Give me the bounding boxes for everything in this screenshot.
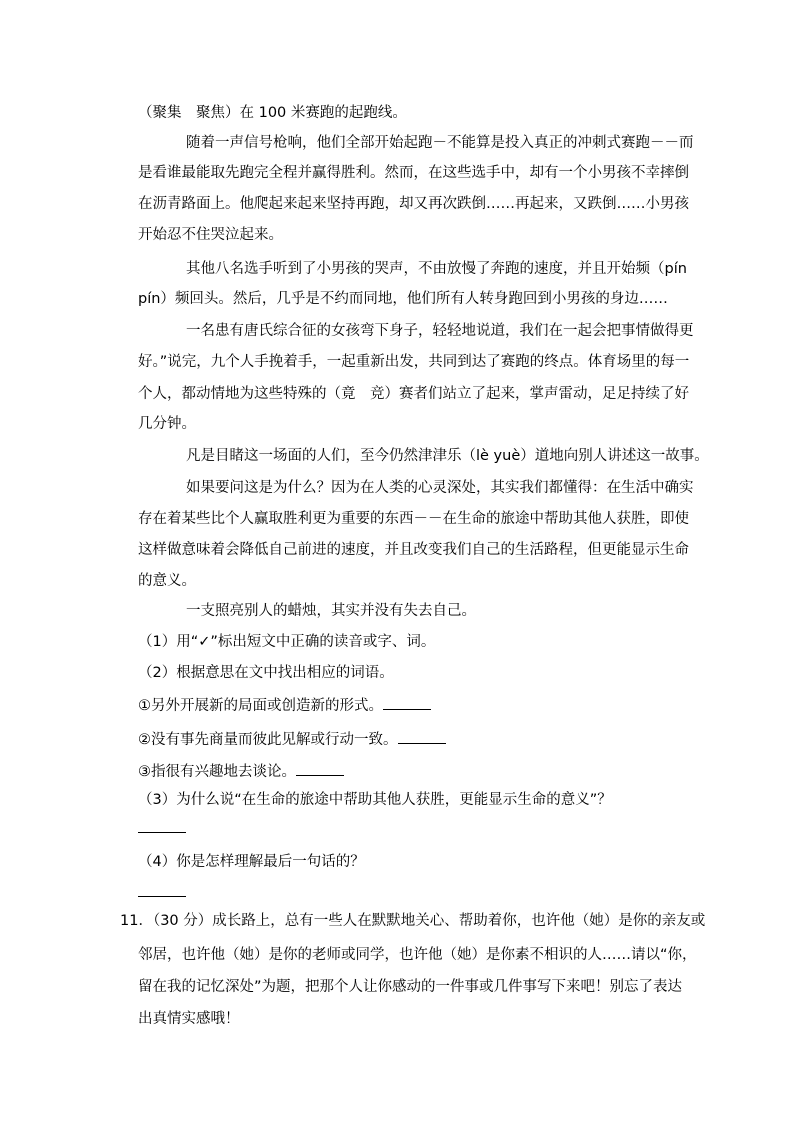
passage-line: 是看谁最能取先跑完全程并赢得胜利。然而，在这些选手中，却有一个小男孩不幸摔倒 [138, 165, 689, 181]
question-4: （4）你是怎样理解最后一句话的？ [138, 854, 365, 870]
passage-line: pín）频回头。然后，几乎是不约而同地，他们所有人转身跑回到小男孩的身边…… [138, 291, 668, 307]
passage-line: 如果要问这是为什么？因为在人类的心灵深处，其实我们都懂得：在生活中确实 [186, 480, 694, 496]
question-2-item-2 [138, 731, 446, 748]
passage-line: 凡是目睹这一场面的人们，至今仍然津津乐（lè yuè）道地向别人讲述这一故事。 [186, 448, 709, 464]
passage-line: 好。”说完，九个人手挽着手，一起重新出发，共同到达了赛跑的终点。体育场里的每一 [138, 354, 690, 370]
passage-line: 的意义。 [138, 573, 196, 589]
composition-line: 11．（30 分）成长路上，总有一些人在默默地关心、帮助着你，也许他（她）是你的亲友或 [120, 913, 706, 929]
composition-line: 留在我的记忆深处”为题，把那个人让你感动的一件事或几件事写下来吧！别忘了表达 [138, 979, 683, 995]
passage-line: 开始忍不住哭泣起来。 [138, 227, 283, 243]
passage-line: 随着一声信号枪响，他们全部开始起跑－不能算是投入真正的冲刺式赛跑－－而 [186, 135, 694, 151]
passage-line: 其他八名选手听到了小男孩的哭声，不由放慢了奔跑的速度，并且开始频（pín [186, 261, 687, 277]
passage-line: 存在着某些比个人赢取胜利更为重要的东西－－在生命的旅途中帮助其他人获胜，即使 [138, 511, 689, 527]
question-2-item-3-text: ③指很有兴趣地去谈论。 [138, 764, 296, 780]
question-1: （1）用“✓”标出短文中正确的读音或字、词。 [138, 634, 436, 650]
passage-line: 一名患有唐氏综合征的女孩弯下身子，轻轻地说道，我们在一起会把事情做得更 [186, 323, 694, 339]
passage-line: 几分钟。 [138, 416, 196, 432]
composition-line: 出真情实感哦！ [138, 1011, 240, 1027]
question-2-item-3 [138, 763, 344, 780]
passage-line: （聚集 聚焦）在 100 米赛跑的起跑线。 [138, 105, 407, 121]
question-2-item-1-text: ①另外开展新的局面或创造新的形式。 [138, 698, 383, 714]
composition-line: 邻居，也许他（她）是你的老师或同学，也许他（她）是你素不相识的人……请以“你， [138, 947, 697, 963]
question-2-item-1 [138, 697, 431, 714]
answer-blank[interactable] [138, 896, 186, 897]
answer-blank[interactable] [296, 763, 344, 776]
question-2-item-2-text: ②没有事先商量而彼此见解或行动一致。 [138, 732, 398, 748]
answer-blank[interactable] [383, 697, 431, 710]
passage-line: 在沥青路面上。他爬起来起来坚持再跑，却又再次跌倒……再起来，又跌倒……小男孩 [138, 196, 689, 212]
question-2: （2）根据意思在文中找出相应的词语。 [138, 665, 394, 681]
passage-line: 个人，都动情地为这些特殊的（竟 竞）赛者们站立了起来，掌声雷动，足足持续了好 [138, 386, 689, 402]
answer-blank[interactable] [398, 731, 446, 744]
passage-line: 这样做意味着会降低自己前进的速度，并且改变我们自己的生活路程，但更能显示生命 [138, 542, 689, 558]
question-3: （3）为什么说“在生命的旅途中帮助其他人获胜，更能显示生命的意义”？ [138, 792, 612, 808]
answer-blank[interactable] [138, 832, 186, 833]
passage-line: 一支照亮别人的蜡烛，其实并没有失去自己。 [186, 603, 476, 619]
